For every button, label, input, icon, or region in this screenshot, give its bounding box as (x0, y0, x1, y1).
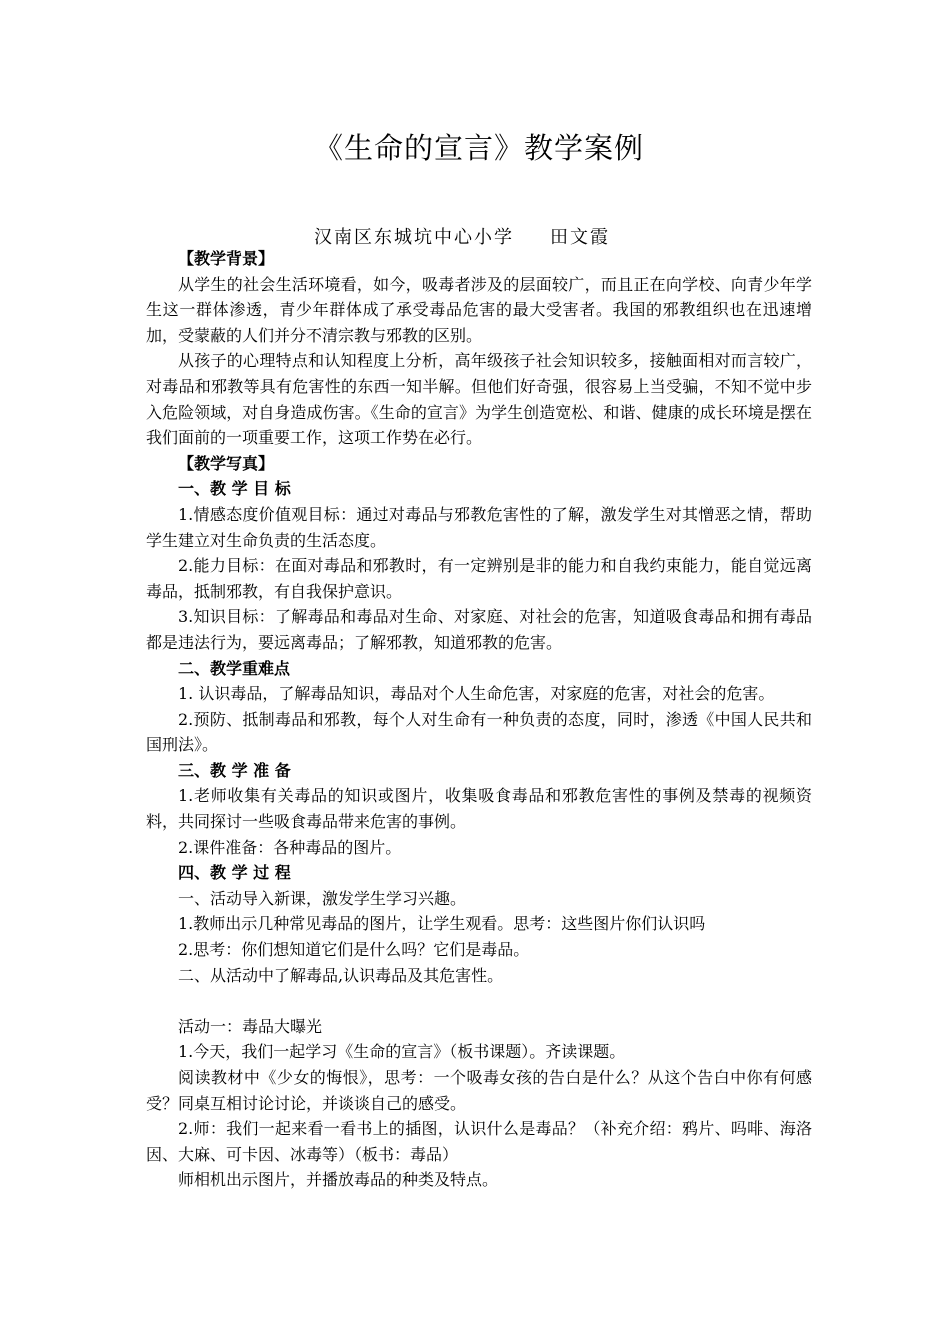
section-heading: 二、教学重难点 (178, 658, 291, 678)
blank-line (146, 988, 812, 1014)
body-paragraph: 活动一：毒品大曝光 (178, 1016, 323, 1036)
body-paragraph: 二、从活动中了解毒品,认识毒品及其危害性。 (178, 965, 504, 985)
body-paragraph: 从孩子的心理特点和认知程度上分析，高年级孩子社会知识较多，接触面相对而言较广，对毒品和邪教等具有危害性的东西一知半解。但他们好奇强，很容易上当受骗，不知不觉中步入危险领域，对自身造成伤害。《生命的宣言》为学生创造宽松、和谐、健康的成长环境是摆在我们面前的一项重要工作，这项工作势在必行。 (146, 351, 812, 448)
body-paragraph: 1.教师出示几种常见毒品的图片，让学生观看。思考：这些图片你们认识吗 (178, 914, 706, 934)
author-name: 田文霞 (550, 227, 610, 248)
author-school: 汉南区东城坑中心小学 (314, 227, 514, 248)
body-paragraph: 1.情感态度价值观目标：通过对毒品与邪教危害性的了解，激发学生对其憎恶之情，帮助学生建立对生命负责的生活态度。 (146, 504, 812, 550)
section-heading: 【教学写真】 (178, 453, 275, 473)
body-paragraph: 师相机出示图片，并播放毒品的种类及特点。 (178, 1170, 499, 1190)
section-heading: 四、教 学 过 程 (178, 863, 291, 883)
body-paragraph: 从学生的社会生活环境看，如今，吸毒者涉及的层面较广，而且正在向学校、向青少年学生这一群体渗透，青少年群体成了承受毒品危害的最大受害者。我国的邪教组织也在迅速增加，受蒙蔽的人们并分不清宗教与邪教的区别。 (146, 274, 812, 345)
section-heading: 【教学背景】 (178, 249, 275, 268)
body-paragraph: 一、活动导入新课，激发学生学习兴趣。 (178, 888, 467, 908)
body-paragraph: 1. 认识毒品，了解毒品知识，毒品对个人生命危害，对家庭的危害，对社会的危害。 (178, 684, 775, 704)
body-paragraph: 2.思考：你们想知道它们是什么吗？它们是毒品。 (178, 940, 530, 960)
body-paragraph: 2.能力目标：在面对毒品和邪教时，有一定辨别是非的能力和自我约束能力，能自觉远离毒品，抵制邪教，有自我保护意识。 (146, 556, 812, 601)
body-paragraph: 1.老师收集有关毒品的知识或图片，收集吸食毒品和邪教危害性的事例及禁毒的视频资料，共同探讨一些吸食毒品带来危害的事例。 (146, 786, 812, 832)
body-paragraph: 阅读教材中《少女的悔恨》，思考：一个吸毒女孩的告白是什么？从这个告白中你有何感受？同桌互相讨论讨论，并谈谈自己的感受。 (146, 1068, 812, 1113)
body-paragraph: 2.预防、抵制毒品和邪教，每个人对生命有一种负责的态度，同时，渗透《中国人民共和国刑法》。 (146, 709, 812, 755)
body-paragraph: 2.课件准备：各种毒品的图片。 (178, 837, 402, 857)
body-paragraph: 2.师：我们一起来看一看书上的插图，认识什么是毒品？（补充介绍：鸦片、吗啡、海洛因、大麻、可卡因、冰毒等）（板书：毒品） (146, 1119, 812, 1164)
section-heading: 三、教 学 准 备 (178, 760, 291, 780)
body-paragraph: 3.知识目标：了解毒品和毒品对生命、对家庭、对社会的危害，知道吸食毒品和拥有毒品都是违法行为，要远离毒品；了解邪教，知道邪教的危害。 (146, 607, 812, 652)
document-title: 《生命的宣言》教学案例 (313, 131, 644, 165)
document-body (146, 246, 812, 1193)
section-heading: 一、教 学 目 标 (178, 479, 291, 499)
body-paragraph: 1.今天，我们一起学习《生命的宣言》（板书课题）。齐读课题。 (178, 1042, 626, 1062)
